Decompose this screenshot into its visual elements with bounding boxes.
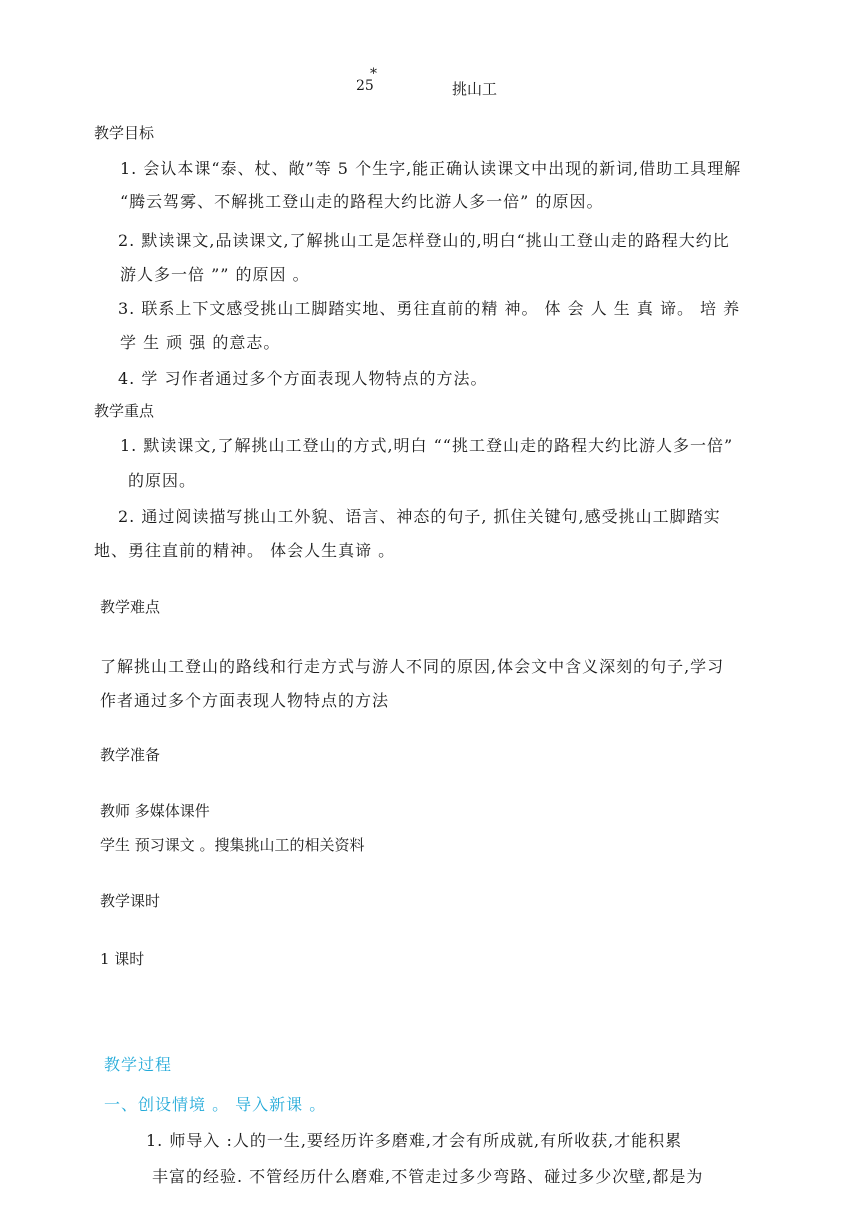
star-icon: * (370, 66, 377, 82)
objective-4: 4. 学 习作者通过多个方面表现人物特点的方法。 (118, 369, 488, 388)
process-step-1-para-line-2: 丰富的经验. 不管经历什么磨难,不管走过多少弯路、碰过多少次壁,都是为 (152, 1167, 704, 1186)
process-step-1-para-line-1: 1. 师导入 :人的一生,要经历许多磨难,才会有所成就,有所收获,才能积累 (146, 1131, 683, 1150)
heading-objectives: 教学目标 (94, 124, 155, 142)
objective-3-line-2: 学 生 顽 强 的意志。 (120, 333, 281, 352)
process-step-1-heading: 一、创设情境 。 导入新课 。 (104, 1095, 327, 1114)
preparation-teacher: 教师 多媒体课件 (100, 802, 210, 820)
key-point-2-line-1: 2. 通过阅读描写挑山工外貌、语言、神态的句子, 抓住关键句,感受挑山工脚踏实 (118, 507, 721, 526)
heading-key-points: 教学重点 (94, 402, 155, 420)
objective-2-line-1: 2. 默读课文,品读课文,了解挑山工是怎样登山的,明白“挑山工登山走的路程大约比 (118, 231, 730, 250)
heading-preparation: 教学准备 (100, 746, 161, 764)
key-point-2-line-2: 地、勇往直前的精神。 体会人生真谛 。 (94, 541, 396, 560)
page-title: 挑山工 (452, 80, 498, 98)
heading-difficulties: 教学难点 (100, 598, 161, 616)
heading-class-hours: 教学课时 (100, 892, 161, 910)
key-point-1-line-2: 的原因。 (128, 471, 197, 490)
objective-2-line-2: 游人多一倍 ”” 的原因 。 (120, 265, 310, 284)
class-hours-value: 1 课时 (100, 950, 145, 968)
heading-process: 教学过程 (104, 1055, 173, 1074)
objective-1-line-1: 1. 会认本课“泰、杖、敞”等 5 个生字,能正确认读课文中出现的新词,借助工具理解 (120, 159, 742, 178)
preparation-student: 学生 预习课文 。搜集挑山工的相关资料 (100, 836, 365, 854)
key-point-1-line-1: 1. 默读课文,了解挑山工登山的方式,明白 ““挑工登山走的路程大约比游人多一倍” (120, 436, 734, 455)
objective-1-line-2: “腾云驾雾、不解挑工登山走的路程大约比游人多一倍” 的原因。 (120, 192, 604, 211)
objective-3-line-1: 3. 联系上下文感受挑山工脚踏实地、勇往直前的精 神。 体 会 人 生 真 谛。 培 养 (118, 299, 741, 318)
difficulties-line-2: 作者通过多个方面表现人物特点的方法 (100, 691, 390, 710)
lesson-number: 25 (356, 78, 374, 94)
difficulties-line-1: 了解挑山工登山的路线和行走方式与游人不同的原因,体会文中含义深刻的句子,学习 (100, 657, 725, 676)
